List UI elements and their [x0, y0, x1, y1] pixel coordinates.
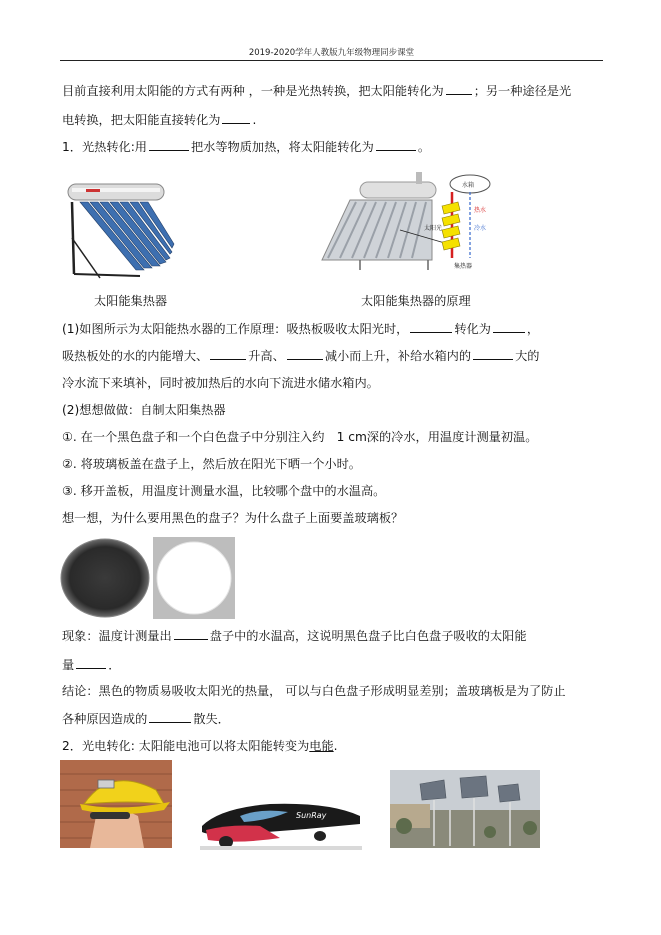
intro-line-2: [62, 111, 256, 129]
intro-text: .: [252, 113, 257, 127]
white-plate-image: [153, 537, 235, 619]
blank: [446, 82, 472, 95]
experiment-step-3: ③. 移开盖板，用温度计测量水温，比较哪个盘中的水温高。: [62, 484, 386, 498]
intro-text: 电转换，把太阳能直接转化为: [62, 113, 221, 127]
section-text: 1．光热转化:用: [62, 140, 147, 154]
blank: [473, 347, 513, 360]
principle-text: 吸热板处的水的内能增大、: [62, 349, 209, 363]
header-rule: [60, 60, 603, 61]
intro-line-1: [62, 82, 571, 100]
section-text: 。: [417, 140, 430, 154]
phenomenon-text: ．: [108, 658, 121, 672]
experiment-step-1: ①. 在一个黑色盘子和一个白色盘子中分别注入约 1 cm深的冷水，用温度计测量初温。: [62, 430, 538, 444]
blank: [76, 656, 106, 669]
principle-text: 减小而上升，补给水箱内的: [324, 349, 472, 363]
intro-text: ；另一种途径是光: [473, 84, 572, 98]
principle-text: ，: [526, 322, 540, 336]
answer-electric-energy: 电能: [309, 739, 334, 753]
page-header: 2019-2020学年人教版九年级物理同步课堂: [248, 48, 415, 58]
caption-solar-heater: 太阳能集热器: [94, 294, 168, 308]
blank: [410, 320, 452, 333]
principle-text: 转化为: [454, 322, 491, 336]
experiment-step-2: ②. 将玻璃板盖在盘子上，然后放在阳光下晒一个小时。: [62, 457, 361, 471]
blank: [149, 710, 191, 723]
car-label: SunRay: [296, 811, 327, 820]
phenomenon-line-2: [62, 656, 120, 674]
section-1-heading: [62, 138, 430, 156]
solar-heater-principle-diagram: [320, 170, 500, 278]
solar-heater-photo: [60, 178, 180, 286]
section-text: 把水等物质加热，将太阳能转化为: [191, 140, 374, 154]
conclusion-text: 散失．: [193, 712, 230, 726]
principle-line-1: [62, 320, 539, 338]
blank: [149, 138, 189, 151]
principle-text: 升高、: [248, 349, 285, 363]
phenomenon-line-1: [62, 627, 527, 645]
caption-principle: 太阳能集热器的原理: [361, 294, 471, 308]
blank: [210, 347, 246, 360]
label-sunlight: 太阳光: [424, 225, 443, 232]
conclusion-text: 各种原因造成的: [62, 712, 148, 726]
experiment-title: (2)想想做做：自制太阳集热器: [62, 403, 226, 417]
solar-streetlight-photo: [390, 770, 540, 848]
label-collector: 集热器: [454, 263, 473, 270]
label-hot-water: 热水: [474, 207, 487, 214]
section-text: 2．光电转化: 太阳能电池可以将太阳能转变为: [62, 739, 310, 753]
blank: [287, 347, 323, 360]
principle-text: 大的: [515, 349, 540, 363]
label-tank: 水箱: [462, 182, 475, 189]
experiment-question: 想一想，为什么要用黑色的盘子？为什么盘子上面要盖玻璃板？: [62, 511, 404, 525]
conclusion-line-1: 结论：黑色的物质易吸收太阳光的热量， 可以与白色盘子形成明显差别；盖玻璃板是为了防止: [62, 684, 566, 698]
phenomenon-text: 盘子中的水温高，这说明黑色盘子比白色盘子吸收的太阳能: [209, 629, 527, 643]
blank: [222, 111, 250, 124]
blank: [376, 138, 416, 151]
black-plate-image: [60, 538, 150, 618]
phenomenon-text: 现象：温度计测量出: [62, 629, 172, 643]
conclusion-line-2: [62, 710, 230, 728]
blank: [174, 627, 208, 640]
section-2-heading: [62, 737, 338, 755]
principle-line-2: [62, 347, 539, 365]
label-cold-water: 冷水: [474, 225, 487, 232]
solar-car-photo: [200, 796, 362, 852]
intro-text: 目前直接利用太阳能的方式有两种 ，一种是光热转换，把太阳能转化为: [62, 84, 444, 98]
phenomenon-text: 量: [62, 658, 75, 672]
blank: [493, 320, 525, 333]
section-text: .: [333, 739, 338, 753]
principle-line-3: 冷水流下来填补，同时被加热后的水向下流进水储水箱内。: [62, 376, 379, 390]
solar-cap-photo: [60, 760, 172, 848]
principle-text: (1)如图所示为太阳能热水器的工作原理：吸热板吸收太阳光时，: [62, 322, 409, 336]
